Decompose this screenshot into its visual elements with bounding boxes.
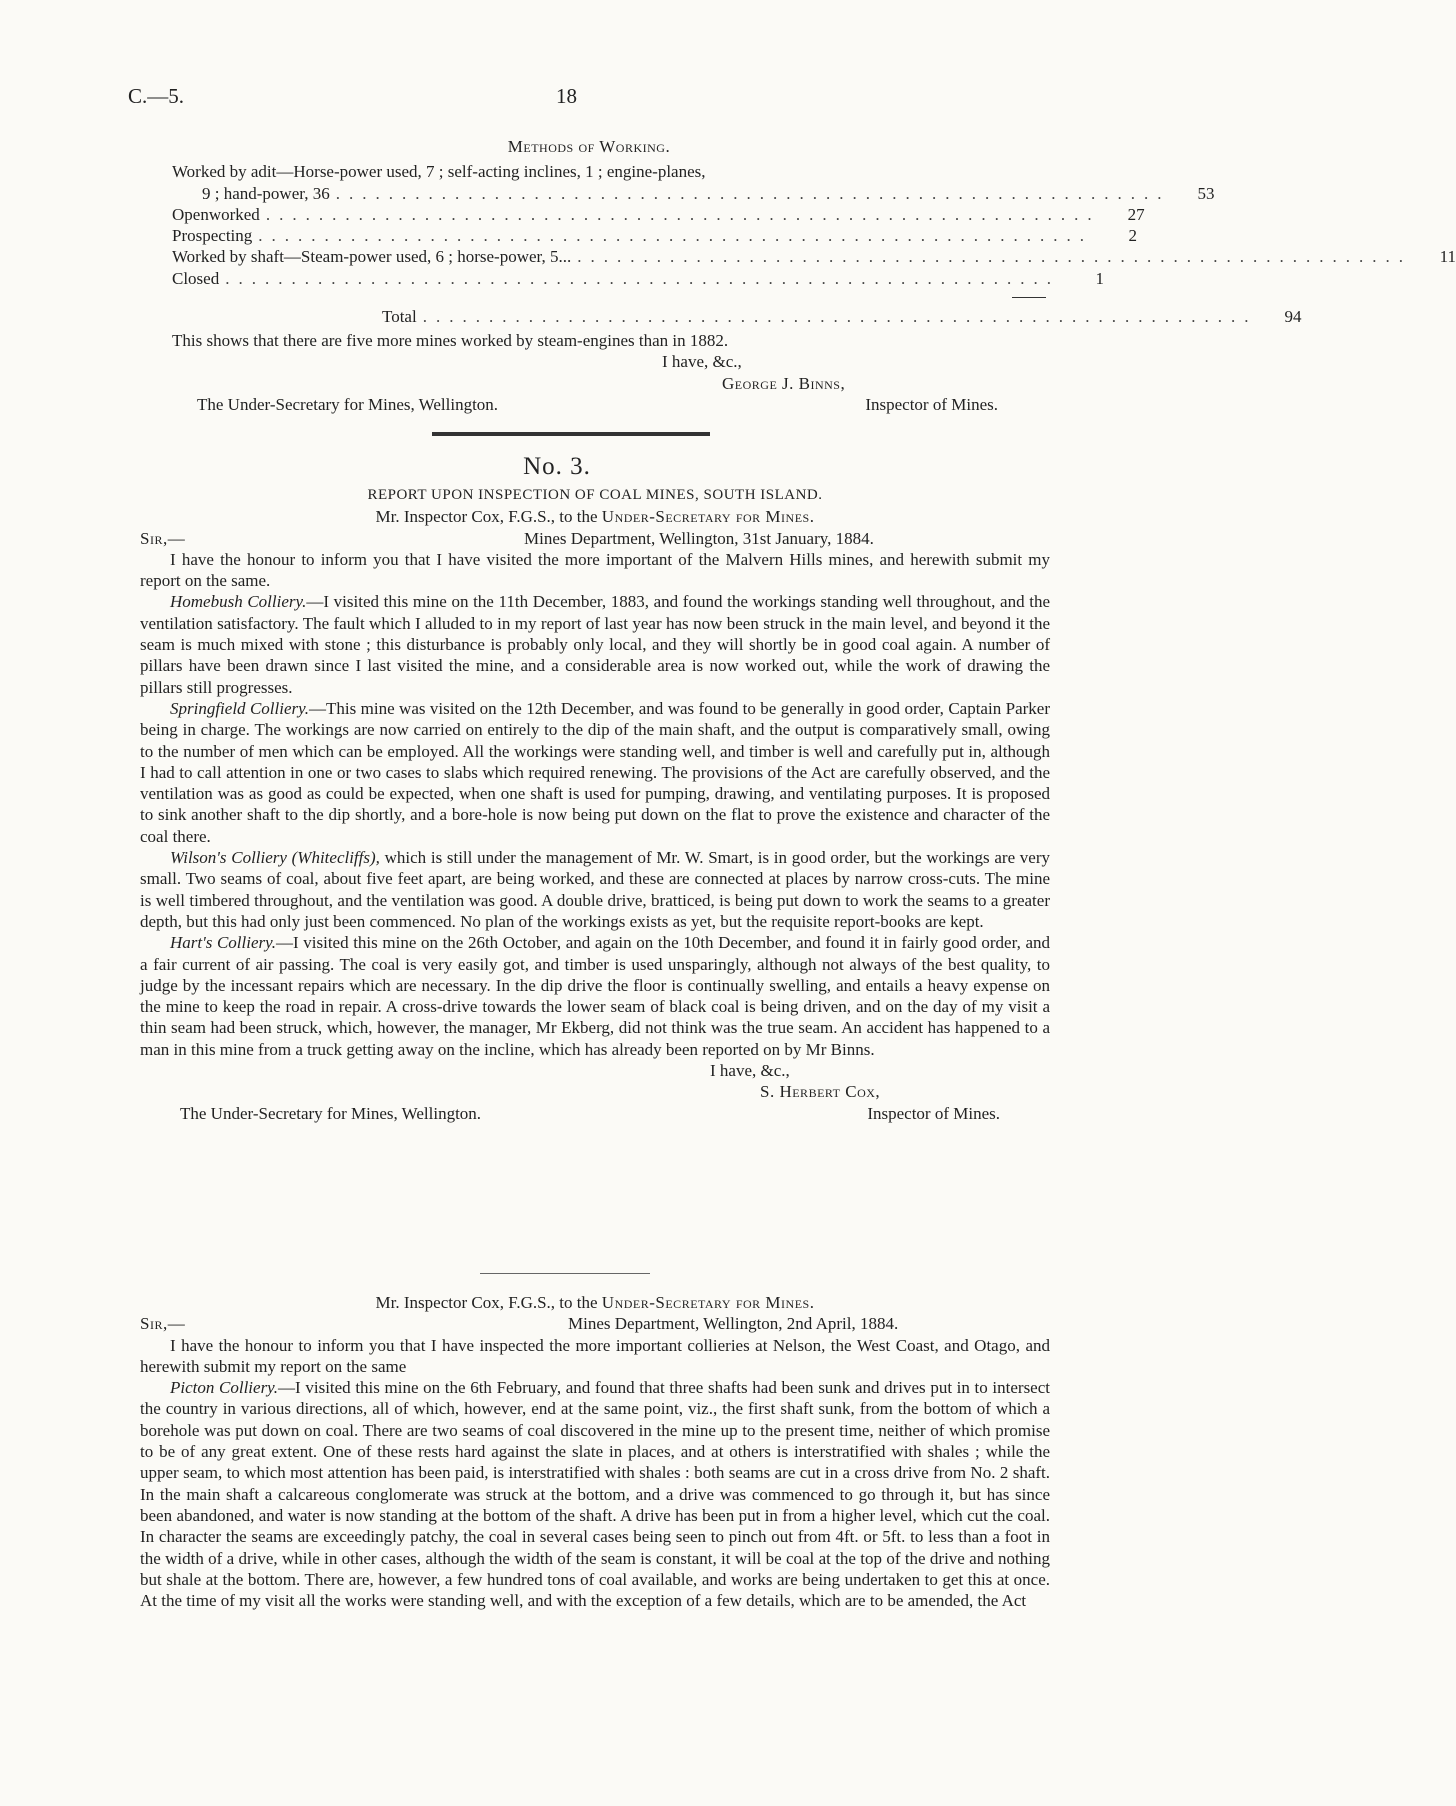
paragraph	[140, 932, 1050, 1060]
leader-dots: ...............................................................	[335, 183, 1171, 203]
leader-dots: ...............................................................	[422, 307, 1258, 327]
methods-row-label-cont: 9 ; hand-power, 36	[202, 183, 330, 203]
addressee: The Under-Secretary for Mines, Wellington.	[197, 394, 499, 414]
methods-row-label: Worked by adit—Horse-power used, 7 ; self-acting inclines, 1 ; engine-planes,	[172, 162, 706, 182]
from-text: Mr. Inspector Cox, F.G.S., to the	[375, 1293, 602, 1312]
methods-row-value: 27	[1127, 204, 1145, 224]
paragraph	[140, 847, 1050, 932]
salutation-row	[140, 528, 1050, 549]
series-code: C.—5.	[128, 84, 185, 108]
from-text: Mr. Inspector Cox, F.G.S., to the	[375, 507, 602, 527]
methods-total-row	[172, 306, 1302, 327]
methods-row	[172, 268, 1104, 289]
date-line: Mines Department, Wellington, 31st January, 1884.	[524, 528, 874, 548]
methods-row-label: Prospecting	[172, 226, 253, 246]
methods-title: Methods of Working.	[507, 137, 671, 156]
paragraph	[140, 698, 1050, 847]
methods-row-value: 1	[1095, 268, 1104, 288]
paragraph	[140, 591, 1050, 697]
signer-title: Inspector of Mines.	[865, 394, 998, 414]
leader-dots: ...............................................................	[577, 247, 1412, 267]
signer-name: George J. Binns,	[722, 373, 846, 393]
report-3-part-2	[140, 1292, 1050, 1611]
colliery-name: Wilson's Colliery (Whitecliffs),	[170, 848, 380, 868]
report-from	[140, 1292, 1050, 1313]
methods-row-value: 2	[1128, 226, 1138, 246]
paragraph	[140, 1377, 1050, 1611]
signature-line	[140, 1103, 1050, 1124]
methods-row-label: Openworked	[172, 204, 260, 224]
page-number: 18	[556, 84, 577, 108]
colliery-name: Hart's Colliery.	[170, 933, 276, 953]
methods-note: This shows that there are five more mines worked by steam-engines than in 1882.	[172, 331, 729, 350]
date-line: Mines Department, Wellington, 2nd April, 1884.	[568, 1314, 899, 1334]
colliery-name: Homebush Colliery.	[170, 592, 307, 612]
methods-note-block	[172, 330, 1046, 415]
salutation: Sir,—	[140, 1314, 186, 1334]
report-title: REPORT UPON INSPECTION OF COAL MINES, SOUTH ISLAND.	[367, 487, 823, 503]
from-recipient: Under-Secretary for Mines.	[601, 1293, 815, 1312]
report-from	[140, 506, 1050, 527]
paragraph-body: —This mine was visited on the 12th December, and was found to be generally in good order, Captain Parker being in charge. The workings are now carried on entirely to the dip of the main shaft, and the output is comparatively small, owing to the number of men which can be employed. All the workings were standing well, and timber is well and carefully put in, although I had to call attention in one or two cases to slabs which required renewing. The provisions of the Act are carefully observed, and the ventilation was as good as could be expected, when one shaft is used for pumping, drawing, and ventilating purposes. It is proposed to sink another shaft to the dip shortly, and a bore-hole is now being put down on the flat to prove the existence and character of the coal there.	[140, 698, 1050, 846]
signature-line	[172, 394, 1046, 415]
signer-name: S. Herbert Cox,	[760, 1082, 881, 1102]
methods-row-value: 53	[1197, 183, 1215, 203]
closing: I have, &c.,	[662, 352, 742, 372]
from-recipient: Under-Secretary for Mines.	[601, 507, 815, 527]
methods-of-working	[172, 136, 1456, 327]
salutation: Sir,—	[140, 528, 186, 548]
methods-row	[172, 246, 1456, 267]
total-label: Total	[382, 307, 417, 327]
methods-row	[172, 161, 1215, 204]
methods-row-label: Closed	[172, 268, 220, 288]
colliery-name: Picton Colliery.	[170, 1378, 279, 1398]
paragraph-body: —I visited this mine on the 26th October, and again on the 10th December, and found it in fairly good order, and a fair current of air passing. The coal is very easily got, and timber is used unsparingly, although not always of the best quality, to judge by the incessant repairs which are necessary. In the dip drive the floor is continually swelling, and entails a heavy expense on the mine to keep the road in repair. A cross-drive towards the lower seam of black coal is being driven, and on the day of my visit a thin seam had been struck, which, however, the manager, Mr Ekberg, did not think was the true seam. An accident has happened to a man in this mine from a truck getting away on the incline, which has already been reported on by Mr Binns.	[140, 933, 1050, 1059]
colliery-name: Springfield Colliery.	[170, 698, 309, 718]
methods-row-label: Worked by shaft—Steam-power used, 6 ; horse-power, 5...	[172, 247, 572, 267]
addressee: The Under-Secretary for Mines, Wellington.	[180, 1103, 482, 1123]
leader-dots: ...............................................................	[258, 226, 1094, 246]
methods-row-value: 11	[1439, 247, 1456, 267]
paragraph-body: —I visited this mine on the 6th February, and found that three shafts had been sunk and drives put in to intersect the country in various directions, all of which, however, end at the same point, viz., the first shaft sunk, from the bottom of which a borehole was put down on coal. There are two seams of coal discovered in the mine up to the present time, neither of which promise to be of any great extent. One of these rests hard against the slate in places, and at others is interstratified with shales ; while the upper seam, to which most attention has been paid, is interstratified with shales : both seams are cut in a cross drive from No. 2 shaft. In the main shaft a calcareous conglomerate was struck at the bottom, and a drive was commenced to go through it, but has since been abandoned, and water is now standing at the bottom of the shaft. A drive has been put in from a higher level, which cut the coal. In character the seams are exceedingly patchy, the coal in several cases being seen to pinch out from 4ft. or 5ft. to less than a foot in the width of a drive, while in other cases, although the width of the seam is constant, it will be coal at the top of the drive and nothing but shale at the bottom. There are, however, a few hundred tons of coal available, and works are being undertaken to get this at once. At the time of my visit all the works were standing well, and with the exception of a few details, which are to be amended, the Act	[140, 1378, 1050, 1611]
signer-title: Inspector of Mines.	[867, 1103, 1000, 1123]
methods-row	[172, 204, 1145, 225]
leader-dots: ...............................................................	[225, 268, 1060, 288]
report-number: No. 3.	[523, 453, 591, 480]
section-divider	[480, 1273, 650, 1274]
leader-dots: ...............................................................	[265, 204, 1101, 224]
paragraph-body: —I visited this mine on the 11th December, 1883, and found the workings standing well throughout, and the ventilation satisfactory. The fault which I alluded to in my report of last year has now been struck in the main level, and beyond it the seam is much mixed with stone ; this disturbance is probably only local, and they will shortly be in good coal again. A number of pillars have been drawn since I last visited the mine, and a considerable area is now worked out, while the work of drawing the pillars still progresses.	[140, 592, 1050, 697]
sum-rule	[1012, 297, 1046, 298]
methods-row	[172, 225, 1138, 246]
paragraph: I have the honour to inform you that I have visited the more important of the Malvern Hills mines, and herewith submit my report on the same.	[140, 549, 1050, 591]
total-value: 94	[1284, 307, 1302, 327]
paragraph: I have the honour to inform you that I have inspected the more important collieries at Nelson, the West Coast, and Otago, and herewith submit my report on the same	[140, 1335, 1050, 1376]
closing: I have, &c.,	[710, 1061, 790, 1081]
salutation-row	[140, 1313, 1050, 1334]
paragraph-body: which is still under the management of Mr. W. Smart, is in good order, but the workings are very small. Two seams of coal, about five feet apart, are being worked, and these are connected at places by narrow cross-cuts. The mine is well timbered throughout, and the ventilation was good. A double drive, bratticed, is being put down to work the seams to a greater depth, but this had only just been commenced. No plan of the workings exists as yet, but the requisite report-books are kept.	[140, 848, 1051, 931]
report-3-part-1	[140, 485, 1050, 1124]
section-divider	[432, 432, 710, 436]
